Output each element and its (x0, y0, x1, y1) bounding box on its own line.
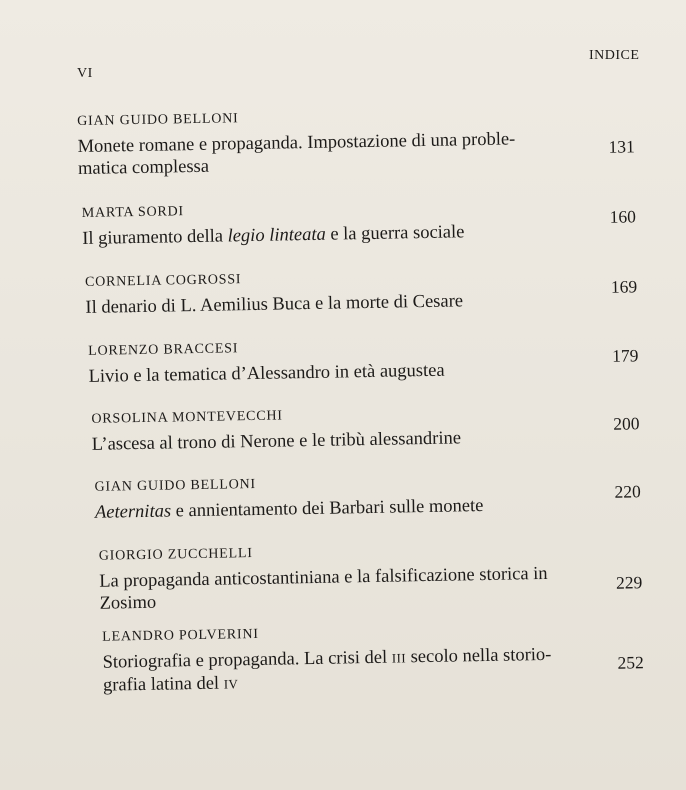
entry-title-line: Zosimo (99, 592, 157, 614)
toc-entry (77, 105, 573, 180)
entry-author: LORENZO BRACCESI (88, 341, 239, 359)
entry-title (95, 493, 590, 524)
toc-entry (94, 471, 590, 524)
entry-title: Il denario di L. Aemilius Buca e la morte di Cesare (85, 291, 464, 318)
entry-title-line: Monete romane e propaganda. Impostazione di una proble- (77, 129, 516, 158)
entry-page-number: 252 (617, 652, 644, 673)
entry-title (102, 643, 598, 698)
entry-page-number: 160 (609, 206, 637, 227)
running-head: INDICE (589, 48, 640, 63)
entry-title (82, 219, 577, 250)
entry-title-line: matica complessa (77, 156, 210, 180)
entry-author: LEANDRO POLVERINI (102, 626, 259, 645)
entry-author: GIORGIO ZUCCHELLI (98, 546, 253, 564)
entry-title: L’ascesa al trono di Nerone e le tribù alessandrine (91, 428, 462, 455)
entry-author: GIAN GUIDO BELLONI (77, 111, 239, 130)
toc-entry (88, 335, 584, 388)
entry-title-smallcaps: III (391, 650, 407, 666)
entry-title (77, 127, 573, 180)
entry-title-text: secolo nella storio- (405, 644, 552, 668)
entry-title (99, 562, 595, 615)
entry-title-text: Storiografia e propaganda. La crisi del (102, 647, 392, 673)
toc-entry (82, 197, 578, 250)
entry-title-text: Il giuramento della (82, 226, 228, 249)
entry-page-number: 220 (614, 481, 641, 502)
toc-entry (102, 621, 598, 698)
entry-title: Livio e la tematica d’Alessandro in età augustea (88, 360, 445, 387)
entry-title-text: grafia latina del (102, 673, 224, 696)
toc-entry (99, 540, 595, 615)
entry-page-number: 131 (608, 136, 635, 157)
entry-title-text: e annientamento dei Barbari sulle monete (170, 496, 484, 522)
entry-page-number: 229 (615, 572, 643, 593)
entry-title-text: e la guerra sociale (325, 222, 465, 245)
entry-author: GIAN GUIDO BELLONI (94, 476, 257, 495)
toc-entry (85, 266, 581, 319)
entry-title-italic: Aeternitas (94, 501, 172, 523)
entry-page-number: 169 (610, 276, 638, 297)
entry-title-line: La propaganda anticostantiniana e la falsificazione storica in (99, 563, 548, 592)
toc-entry (91, 403, 587, 456)
entry-author: MARTA SORDI (81, 204, 185, 221)
entry-title-smallcaps: IV (223, 676, 239, 692)
entry-author: ORSOLINA MONTEVECCHI (91, 408, 283, 427)
entry-page-number: 200 (613, 413, 640, 434)
entry-author: CORNELIA COGROSSI (84, 272, 242, 290)
entry-title-italic: legio linteata (227, 224, 326, 247)
entry-page-number: 179 (611, 345, 639, 366)
page-number-roman: VI (77, 66, 93, 81)
